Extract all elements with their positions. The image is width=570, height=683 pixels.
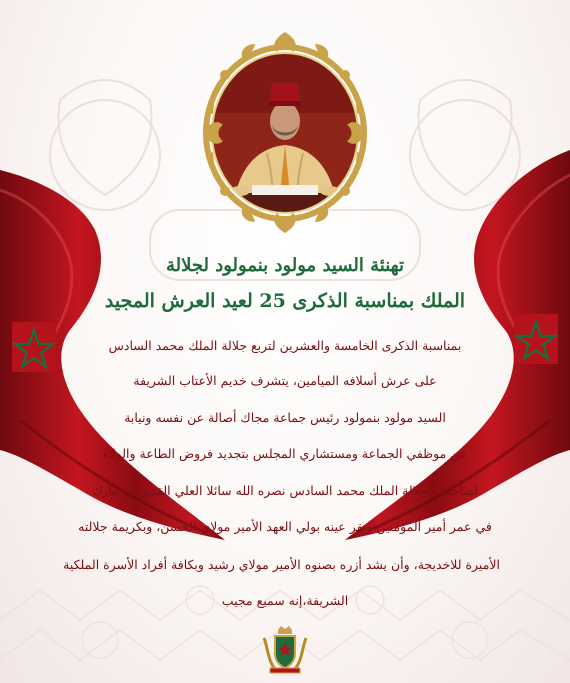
moroccan-flag-icon-left [12, 322, 56, 372]
body-line-7: الأميرة للاخديجة، وأن يشد أزره بصنوه الأمير مولاي رشيد وبكافة أفراد الأسرة الملكية [63, 557, 500, 572]
moroccan-flag-icon-right [514, 314, 558, 364]
royal-emblem-icon [258, 624, 312, 676]
body-line-5: لصاحب الجلالة الملك محمد السادس نصره الله سائلا العلي القدير أن يبارك [92, 483, 478, 498]
body-line-1: بمناسبة الذكرى الخامسة والعشرين لتربع جلالة الملك محمد السادس [108, 338, 462, 353]
title-line-2: الملك بمناسبة الذكرى 25 لعيد العرش المجيد [104, 290, 466, 312]
body-line-4: عن موظفي الجماعة ومستشاري المجلس بتجديد فروض الطاعة والولاء [102, 446, 468, 461]
body-line-3: السيد مولود بنمولود رئيس جماعة مجاك أصالة عن نفسه ونيابة [124, 410, 446, 425]
body-line-8: الشريفة،إنه سميع مجيب [221, 593, 349, 608]
ornate-gold-frame [195, 30, 375, 235]
body-line-2: على عرش أسلافه الميامين، يتشرف خديم الأعتاب الشريفة [133, 373, 437, 388]
title-line-1: تهنئة السيد مولود بنمولود لجلالة [166, 255, 404, 276]
body-line-6: في عمر أمير المؤمنين ويقر عينه بولي العهد الأمير مولاي الحسن، وبكريمة جلالته [78, 519, 492, 534]
